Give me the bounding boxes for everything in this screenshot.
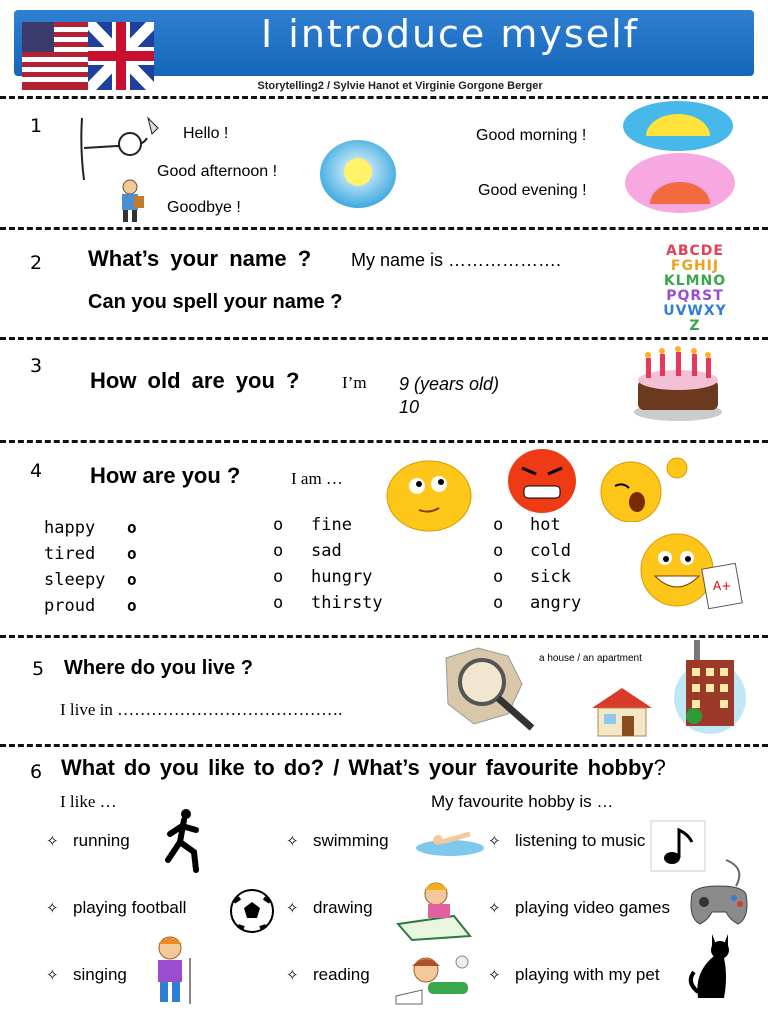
answer-im: I’m [342,373,367,392]
section-number: 4 [30,460,43,482]
apartment-building-icon [672,640,748,738]
feeling-word: thirsty [311,593,383,613]
birthday-cake-icon [632,344,724,424]
singing-child-icon [150,934,198,1006]
child-with-bag-icon [112,178,148,224]
feeling-word: fine [311,515,352,535]
age-example-2: 10 [399,397,420,417]
greeting-goodbye: Goodbye ! [167,199,241,216]
running-icon [150,808,220,876]
feeling-word: cold [530,541,571,561]
answer-i-like: I like … [60,792,117,811]
feelings-list-3 [530,512,581,616]
bullet-icon: o [273,567,284,587]
swimming-icon [414,824,486,858]
question-spell: Can you spell your name ? [88,291,343,313]
feeling-word: happy [44,518,96,538]
svg-text:A+: A+ [713,579,732,593]
hobby-listening-to-music: listening to music [515,831,646,850]
star-bullet-icon: ✧ [46,832,59,850]
feelings-bullets-3 [493,512,503,616]
feelings-list-2 [311,512,383,616]
house-icon [590,684,654,738]
alphabet-icon: ABCDE FGHIJ KLMNO PQRST UVWXY Z [663,243,727,334]
section-divider [0,635,768,638]
section-divider [0,96,768,99]
bullet-icon: o [493,567,504,587]
morning-sun-icon [622,100,734,152]
bullet-icon: o [493,593,504,613]
feelings-bullets-1 [127,515,137,619]
question-hobby: What do you like to do? / What’s your favourite hobby? [61,755,666,780]
section-number: 3 [30,355,43,377]
feeling-word: hungry [311,567,373,587]
bullet-icon: o [273,515,284,535]
waving-character-icon [72,108,162,186]
bullet-icon: o [127,518,137,537]
section-divider [0,744,768,747]
thinking-smiley-icon [383,458,481,534]
bullet-icon: o [127,544,137,563]
section-number: 1 [30,115,43,137]
feeling-word: sick [530,567,571,587]
bullet-icon: o [127,570,137,589]
afternoon-sun-icon [318,138,398,210]
feelings-list-1 [44,515,105,619]
hobby-playing-video-games: playing video games [515,898,670,917]
feeling-word: sleepy [44,570,106,590]
star-bullet-icon: ✧ [286,966,299,984]
section-divider [0,337,768,340]
hobby-singing: singing [73,965,127,984]
sleepy-smiley-icon [597,456,693,522]
answer-i-am: I am … [291,469,343,488]
bullet-icon: o [273,541,284,561]
section-divider [0,227,768,230]
bullet-icon: o [127,596,137,615]
greeting-good-morning: Good morning ! [476,127,587,144]
hobby-running: running [73,831,130,850]
feeling-word: tired [44,544,96,564]
section-number: 6 [30,761,43,783]
question-where-live: Where do you live ? [64,657,253,679]
question-name: What’s your name ? [88,246,312,271]
question-how-are-you: How are you ? [90,463,241,488]
bullet-icon: o [493,541,504,561]
credit-line: Storytelling2 / Sylvie Hanot et Virginie Gorgone Berger [257,80,543,92]
section-number: 2 [30,252,43,274]
star-bullet-icon: ✧ [488,832,501,850]
section-divider [0,440,768,443]
section-number: 5 [32,658,45,680]
bullet-icon: o [273,593,284,613]
map-magnifier-icon [438,644,538,734]
question-age: How old are you ? [90,368,300,393]
hobby-playing-football: playing football [73,898,187,917]
greeting-good-evening: Good evening ! [478,182,587,199]
feeling-word: proud [44,596,96,616]
drawing-girl-icon [394,880,474,942]
hobby-reading: reading [313,965,370,984]
game-controller-icon [686,858,752,930]
evening-sun-icon [624,152,736,214]
greeting-hello: Hello ! [183,125,229,142]
bullet-icon: o [493,515,504,535]
angry-smiley-icon [504,446,580,516]
page-title: I introduce myself [260,12,640,56]
answer-live-in: I live in …………………………………. [60,700,343,719]
star-bullet-icon: ✧ [46,966,59,984]
housing-caption: a house / an apartment [539,653,642,664]
hobby-playing-with-my-pet: playing with my pet [515,965,660,984]
feeling-word: hot [530,515,561,535]
hobby-drawing: drawing [313,898,373,917]
feelings-bullets-2 [273,512,283,616]
star-bullet-icon: ✧ [488,899,501,917]
star-bullet-icon: ✧ [46,899,59,917]
feeling-word: angry [530,593,582,613]
feeling-word: sad [311,541,342,561]
answer-favourite-hobby: My favourite hobby is … [431,792,614,811]
star-bullet-icon: ✧ [286,832,299,850]
answer-name: My name is ………………. [351,250,562,270]
black-cat-icon [684,932,734,1000]
proud-smiley-icon [637,530,743,612]
greeting-good-afternoon: Good afternoon ! [157,163,278,180]
age-example-1: 9 (years old) [399,374,500,394]
hobby-swimming: swimming [313,831,389,850]
reading-girl-icon [392,952,484,1006]
star-bullet-icon: ✧ [488,966,501,984]
star-bullet-icon: ✧ [286,899,299,917]
football-icon [228,888,276,934]
